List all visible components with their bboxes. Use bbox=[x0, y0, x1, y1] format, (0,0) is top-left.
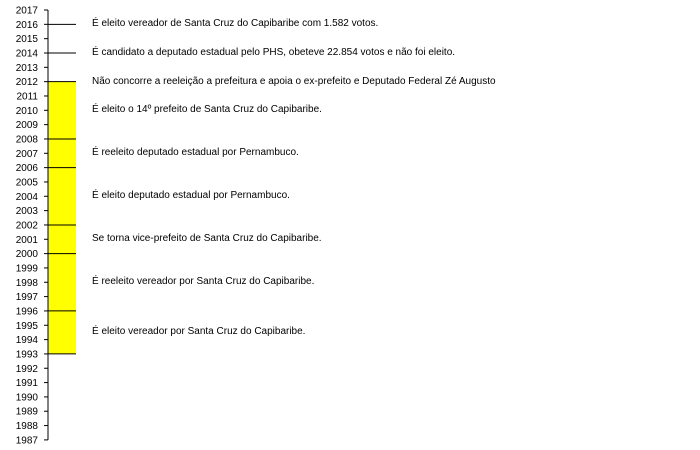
year-label: 1998 bbox=[15, 277, 38, 289]
year-label: 2002 bbox=[15, 220, 38, 232]
year-label: 1994 bbox=[15, 335, 38, 347]
year-label: 1997 bbox=[15, 292, 38, 304]
year-label: 2006 bbox=[15, 163, 38, 175]
year-label: 2017 bbox=[15, 5, 38, 17]
year-label: 2000 bbox=[15, 249, 38, 261]
year-label: 1990 bbox=[15, 392, 38, 404]
year-label: 2016 bbox=[15, 19, 38, 31]
year-label: 1992 bbox=[15, 363, 38, 375]
event-label: É reeleito deputado estadual por Pernambuco. bbox=[92, 147, 299, 159]
year-label: 2012 bbox=[15, 77, 38, 89]
year-label: 1996 bbox=[15, 306, 38, 318]
year-label: 2014 bbox=[15, 48, 38, 60]
event-label: Se torna vice-prefeito de Santa Cruz do Capibaribe. bbox=[92, 233, 322, 245]
event-label: É eleito deputado estadual por Pernambuco. bbox=[92, 190, 290, 202]
event-label: É candidato a deputado estadual pelo PHS, obeteve 22.854 votos e não foi eleito. bbox=[92, 46, 456, 58]
event-label: É eleito vereador por Santa Cruz do Capibaribe. bbox=[92, 326, 306, 338]
event-label: É eleito vereador de Santa Cruz do Capibaribe com 1.582 votos. bbox=[92, 18, 379, 30]
year-label: 2009 bbox=[15, 120, 38, 132]
year-label: 2007 bbox=[15, 148, 38, 160]
year-label: 2005 bbox=[15, 177, 38, 189]
year-label: 2003 bbox=[15, 206, 38, 218]
year-label: 1999 bbox=[15, 263, 38, 275]
year-label: 2001 bbox=[15, 234, 38, 246]
year-label: 2013 bbox=[15, 62, 38, 74]
year-label: 2008 bbox=[15, 134, 38, 146]
year-label: 1995 bbox=[15, 320, 38, 332]
year-label: 2015 bbox=[15, 34, 38, 46]
year-label: 1987 bbox=[15, 435, 38, 447]
year-label: 1989 bbox=[15, 406, 38, 418]
event-label: É eleito o 14º prefeito de Santa Cruz do Capibaribe. bbox=[92, 104, 322, 116]
year-label: 2004 bbox=[15, 191, 38, 203]
year-label: 1988 bbox=[15, 421, 38, 433]
year-label: 2011 bbox=[16, 91, 38, 103]
year-label: 1993 bbox=[15, 349, 38, 361]
event-label: É reeleito vereador por Santa Cruz do Capibaribe. bbox=[92, 276, 315, 288]
year-label: 2010 bbox=[15, 105, 38, 117]
highlight-span bbox=[48, 82, 76, 354]
event-label: Não concorre a reeleição a prefeitura e apoia o ex-prefeito e Deputado Federal Zé Augusto bbox=[92, 75, 496, 87]
year-label: 1991 bbox=[15, 378, 38, 390]
